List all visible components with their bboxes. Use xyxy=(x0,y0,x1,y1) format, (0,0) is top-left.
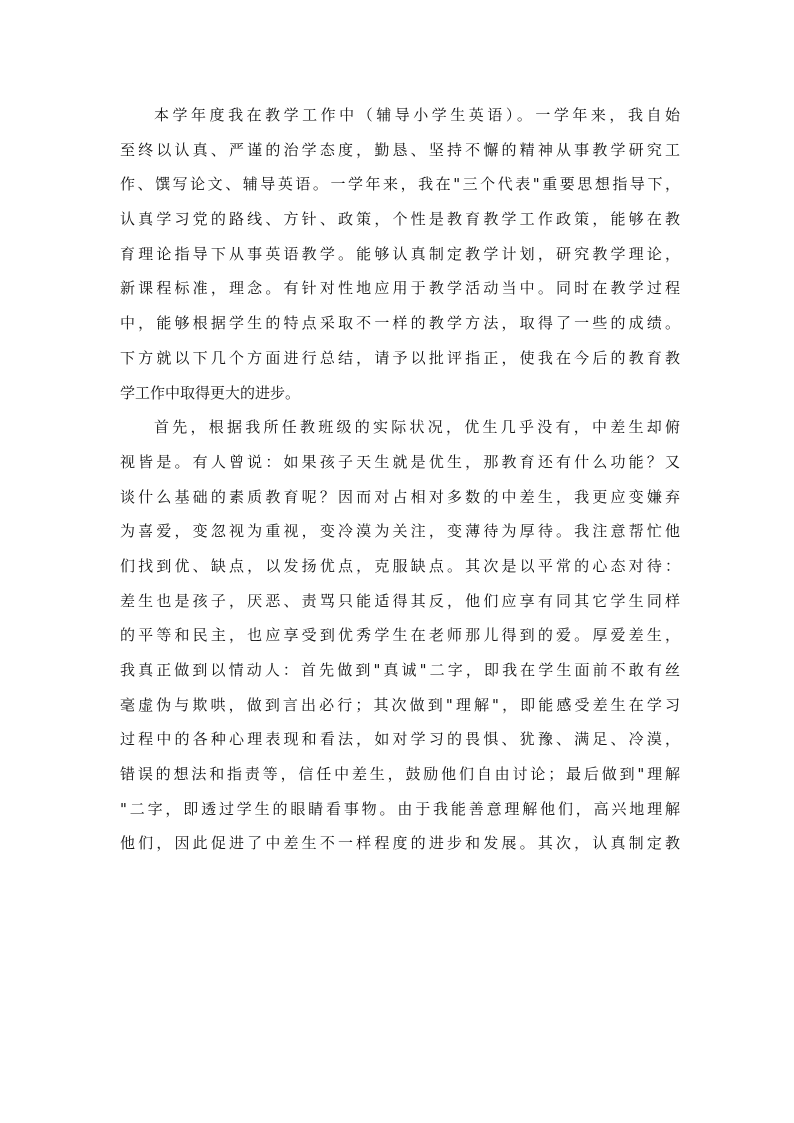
paragraph-1-line-6: 新课程标准，理念。有针对性地应用于教学活动当中。同时在教学过程 xyxy=(120,279,680,298)
paragraph-2-line-12: "二字，即透过学生的眼睛看事物。由于我能善意理解他们，高兴地理解 xyxy=(120,799,680,818)
paragraph-1-line-4: 认真学习党的路线、方针、政策，个性是教育教学工作政策，能够在教 xyxy=(120,210,680,229)
paragraph-2-line-4: 为喜爱，变忽视为重视，变冷漠为关注，变薄待为厚待。我注意帮忙他 xyxy=(120,522,680,541)
paragraph-1-line-5: 育理论指导下从事英语教学。能够认真制定教学计划，研究教学理论， xyxy=(120,244,680,263)
paragraph-1-line-9: 学工作中取得更大的进步。 xyxy=(120,383,301,402)
paragraph-1-line-3: 作、馔写论文、辅导英语。一学年来，我在"三个代表"重要思想指导下， xyxy=(120,175,680,194)
paragraph-2-line-3: 谈什么基础的素质教育呢？因而对占相对多数的中差生，我更应变嫌弃 xyxy=(120,487,680,506)
paragraph-1-line-7: 中，能够根据学生的特点采取不一样的教学方法，取得了一些的成绩。 xyxy=(120,314,680,333)
paragraph-2-line-10: 过程中的各种心理表现和看法，如对学习的畏惧、犹豫、满足、冷漠， xyxy=(120,730,680,749)
paragraph-2-line-2: 视皆是。有人曾说：如果孩子天生就是优生，那教育还有什么功能？又 xyxy=(120,452,680,471)
paragraph-2-line-6: 差生也是孩子，厌恶、责骂只能适得其反，他们应享有同其它学生同样 xyxy=(120,591,680,610)
paragraph-2-line-8: 我真正做到以情动人：首先做到"真诚"二字，即我在学生面前不敢有丝 xyxy=(120,661,680,679)
paragraph-2-line-1: 首先，根据我所任教班级的实际状况，优生几乎没有，中差生却俯 xyxy=(154,418,680,437)
paragraph-1-line-8: 下方就以下几个方面进行总结，请予以批评指正，使我在今后的教育教 xyxy=(120,348,680,367)
paragraph-1-line-1: 本学年度我在教学工作中（辅导小学生英语）。一学年来，我自始 xyxy=(154,106,680,124)
paragraph-1-line-2: 至终以认真、严谨的治学态度，勤恳、坚持不懈的精神从事教学研究工 xyxy=(120,140,680,159)
paragraph-2-line-7: 的平等和民主，也应享受到优秀学生在老师那儿得到的爱。厚爱差生， xyxy=(120,626,680,645)
paragraph-2-line-11: 错误的想法和指责等，信任中差生，鼓励他们自由讨论；最后做到"理解 xyxy=(120,765,680,784)
paragraph-2-line-13: 他们，因此促进了中差生不一样程度的进步和发展。其次，认真制定教 xyxy=(120,834,680,853)
body-text xyxy=(120,98,680,861)
paragraph-2-line-9: 毫虚伪与欺哄，做到言出必行；其次做到"理解"，即能感受差生在学习 xyxy=(120,695,680,714)
paragraph-2-line-5: 们找到优、缺点，以发扬优点，克服缺点。其次是以平常的心态对待： xyxy=(120,556,680,575)
